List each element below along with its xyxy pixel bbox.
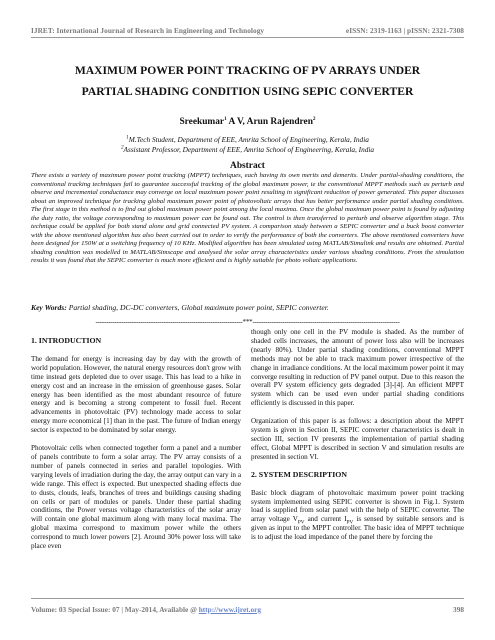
paragraph: The demand for energy is increasing day by day with the growth of world population. However, the natural energy resources don't grow with time instead gets depleted due to over usage. This has lead to a hike in energy cost and an increase in the emission of greenhouse gases. Solar energy has been identified as the most abundant resource of future energy and is becoming a strong competent to fossil fuel. Recent advancements in photovoltaic (PV) technology made access to solar energy more economical [1] than in the past. The future of Indian energy sector is expected to be dominated by solar energy.: [31, 354, 241, 435]
keywords-text: Partial shading, DC-DC converters, Global maximum power point, SEPIC converter.: [66, 303, 329, 312]
author-2-sup: 2: [312, 115, 316, 122]
abstract-heading: Abstract: [230, 161, 265, 171]
running-footer: [31, 605, 464, 614]
title-line-1: MAXIMUM POWER POINT TRACKING OF PV ARRAYS UNDER: [74, 64, 421, 77]
issn: eISSN: 2319-1163 | pISSN: 2321-7308: [345, 26, 464, 35]
paragraph: Organization of this paper is as follows: a description about the MPPT system is given in Section II, SEPIC converter characteristics is dealt in section III, section IV presents the implementation of partial shading effect, Global MPPT is described in section V and simulation results are presented in section VI.: [251, 417, 464, 461]
abstract-text: There exists a variety of maximum power point tracking (MPPT) techniques, each having its own merits and demerits. Under partial-shading conditions, the conventional tracking techniques fail to guarantee successful tracking of the global maximum power, ie the conventional MPPT methods such as perturb and observe and incremental conductance may converge on local maximum power point resulting in significant reduction of power generated. This paper discusses about an improved technique for tracking global maximum power point of photovoltaic arrays that has better performance under partial shading conditions. The first stage in this method is to find out global maximum power point among the local maxima. Once the global maximum power point is found by adjusting the duty ratio, the voltage corresponding to maximum power can be found out. The control is then transferred to perturb and observe algorithm stage. This technique could be applied for both stand alone and grid connected PV system. A comparison study between a SEPIC converter and a buck boost converter with the above mentioned algorithm has also been carried out in order to verify the performance of both the converters. The above mentioned converters have been designed for 150W at a switching frequency of 10 KHz. Modified algorithm has been simulated using MATLAB/Simulink and results are obtained. Partial shading condition was modelled in MATLAB/Simscape and analysed the solar array characteristics under various shading conditions. From the simulation results it was found that the SEPIC converter is much more efficient and is highly suitable for photo voltaic applications.: [31, 172, 464, 265]
affiliations: [31, 135, 464, 155]
footer-rule: [31, 598, 464, 599]
author-2: Arun Rajendren: [246, 117, 313, 127]
journal-name: IJRET: International Journal of Research in Engineering and Technology: [31, 26, 265, 35]
keywords-label: Key Words:: [31, 303, 67, 312]
section-divider: ---------------------------------------------------------------------***---------------------------------------------------------------------: [95, 318, 400, 326]
section-heading-system-description: 2. SYSTEM DESCRIPTION: [251, 469, 347, 479]
page-number: 398: [453, 605, 464, 614]
author-1-sup: 1: [224, 115, 227, 122]
journal-url-link[interactable]: http://www.ijret.org: [198, 605, 262, 614]
footer-volume: Volume: 03 Special Issue: 07 | May-2014, Available @ http://www.ijret.org: [31, 605, 262, 614]
affiliation-1: $^1$M.Tech Student, Department of EEE, Amrita School of Engineering, Kerala, India: [126, 134, 369, 144]
paragraph: Basic block diagram of photovoltaic maximum power point tracking system implemented using SEPIC converter is shown in Fig.1. System load is supplied from solar panel with the help of SEPIC converter. The array voltage $V_{PV}$ and current $I_{PV}$ is sensed by suitable sensors and is given as input to the MPPT controller. The basic idea of MPPT technique is to adjust the load impedance of the panel there by forcing the: [251, 488, 465, 542]
keywords: [31, 303, 464, 312]
affiliation-2: $^2$Assistant Professor, Department of EEE, Amrita School of Engineering, Kerala, India: [120, 144, 375, 154]
paragraph: Photovoltaic cells when connected together form a panel and a number of panels contribute to form a solar array. The PV array consists of a number of panels connected in series and parallel topologies. With varying levels of irradiation during the day, the array output can vary in a wide range. This effect is expected. But unexpected shading effects due to dusts, clouds, leafs, branches of trees and buildings causing shading on cells or part of modules or panels. Under these partial shading conditions, the Power versus voltage characteristics of the solar array will contain one global maximum along with many local maxima. The global maxima correspond to maximum power while the others correspond to much lower powers [2]. Around 30% power loss will take place even: [31, 444, 241, 551]
title-line-2: PARTIAL SHADING CONDITION USING SEPIC CONVERTER: [81, 85, 414, 98]
running-header: [31, 26, 464, 35]
paper-title: [31, 60, 464, 102]
section-heading-introduction: 1. INTRODUCTION: [31, 336, 102, 345]
header-rule: [31, 37, 464, 38]
author-joiner: A V,: [226, 117, 247, 127]
paragraph: though only one cell in the PV module is shaded. As the number of shaded cells increases, the amount of power loss also will be increases (nearly 80%). Under partial shading conditions, conventional MPPT methods may not be able to track maximum power irrespective of the change in irradiance conditions. At the local maximum power point it may converge resulting in reduction of PV panel output. Due to this reason the overall PV system efficiency gets degraded [3]-[4]. An efficient MPPT system which can be used even under partial shading conditions efficiently is discussed in this paper.: [251, 328, 464, 408]
author-1: Sreekumar: [179, 117, 225, 127]
left-column: [31, 337, 241, 560]
right-column: [251, 328, 464, 551]
author-list: [31, 117, 464, 127]
